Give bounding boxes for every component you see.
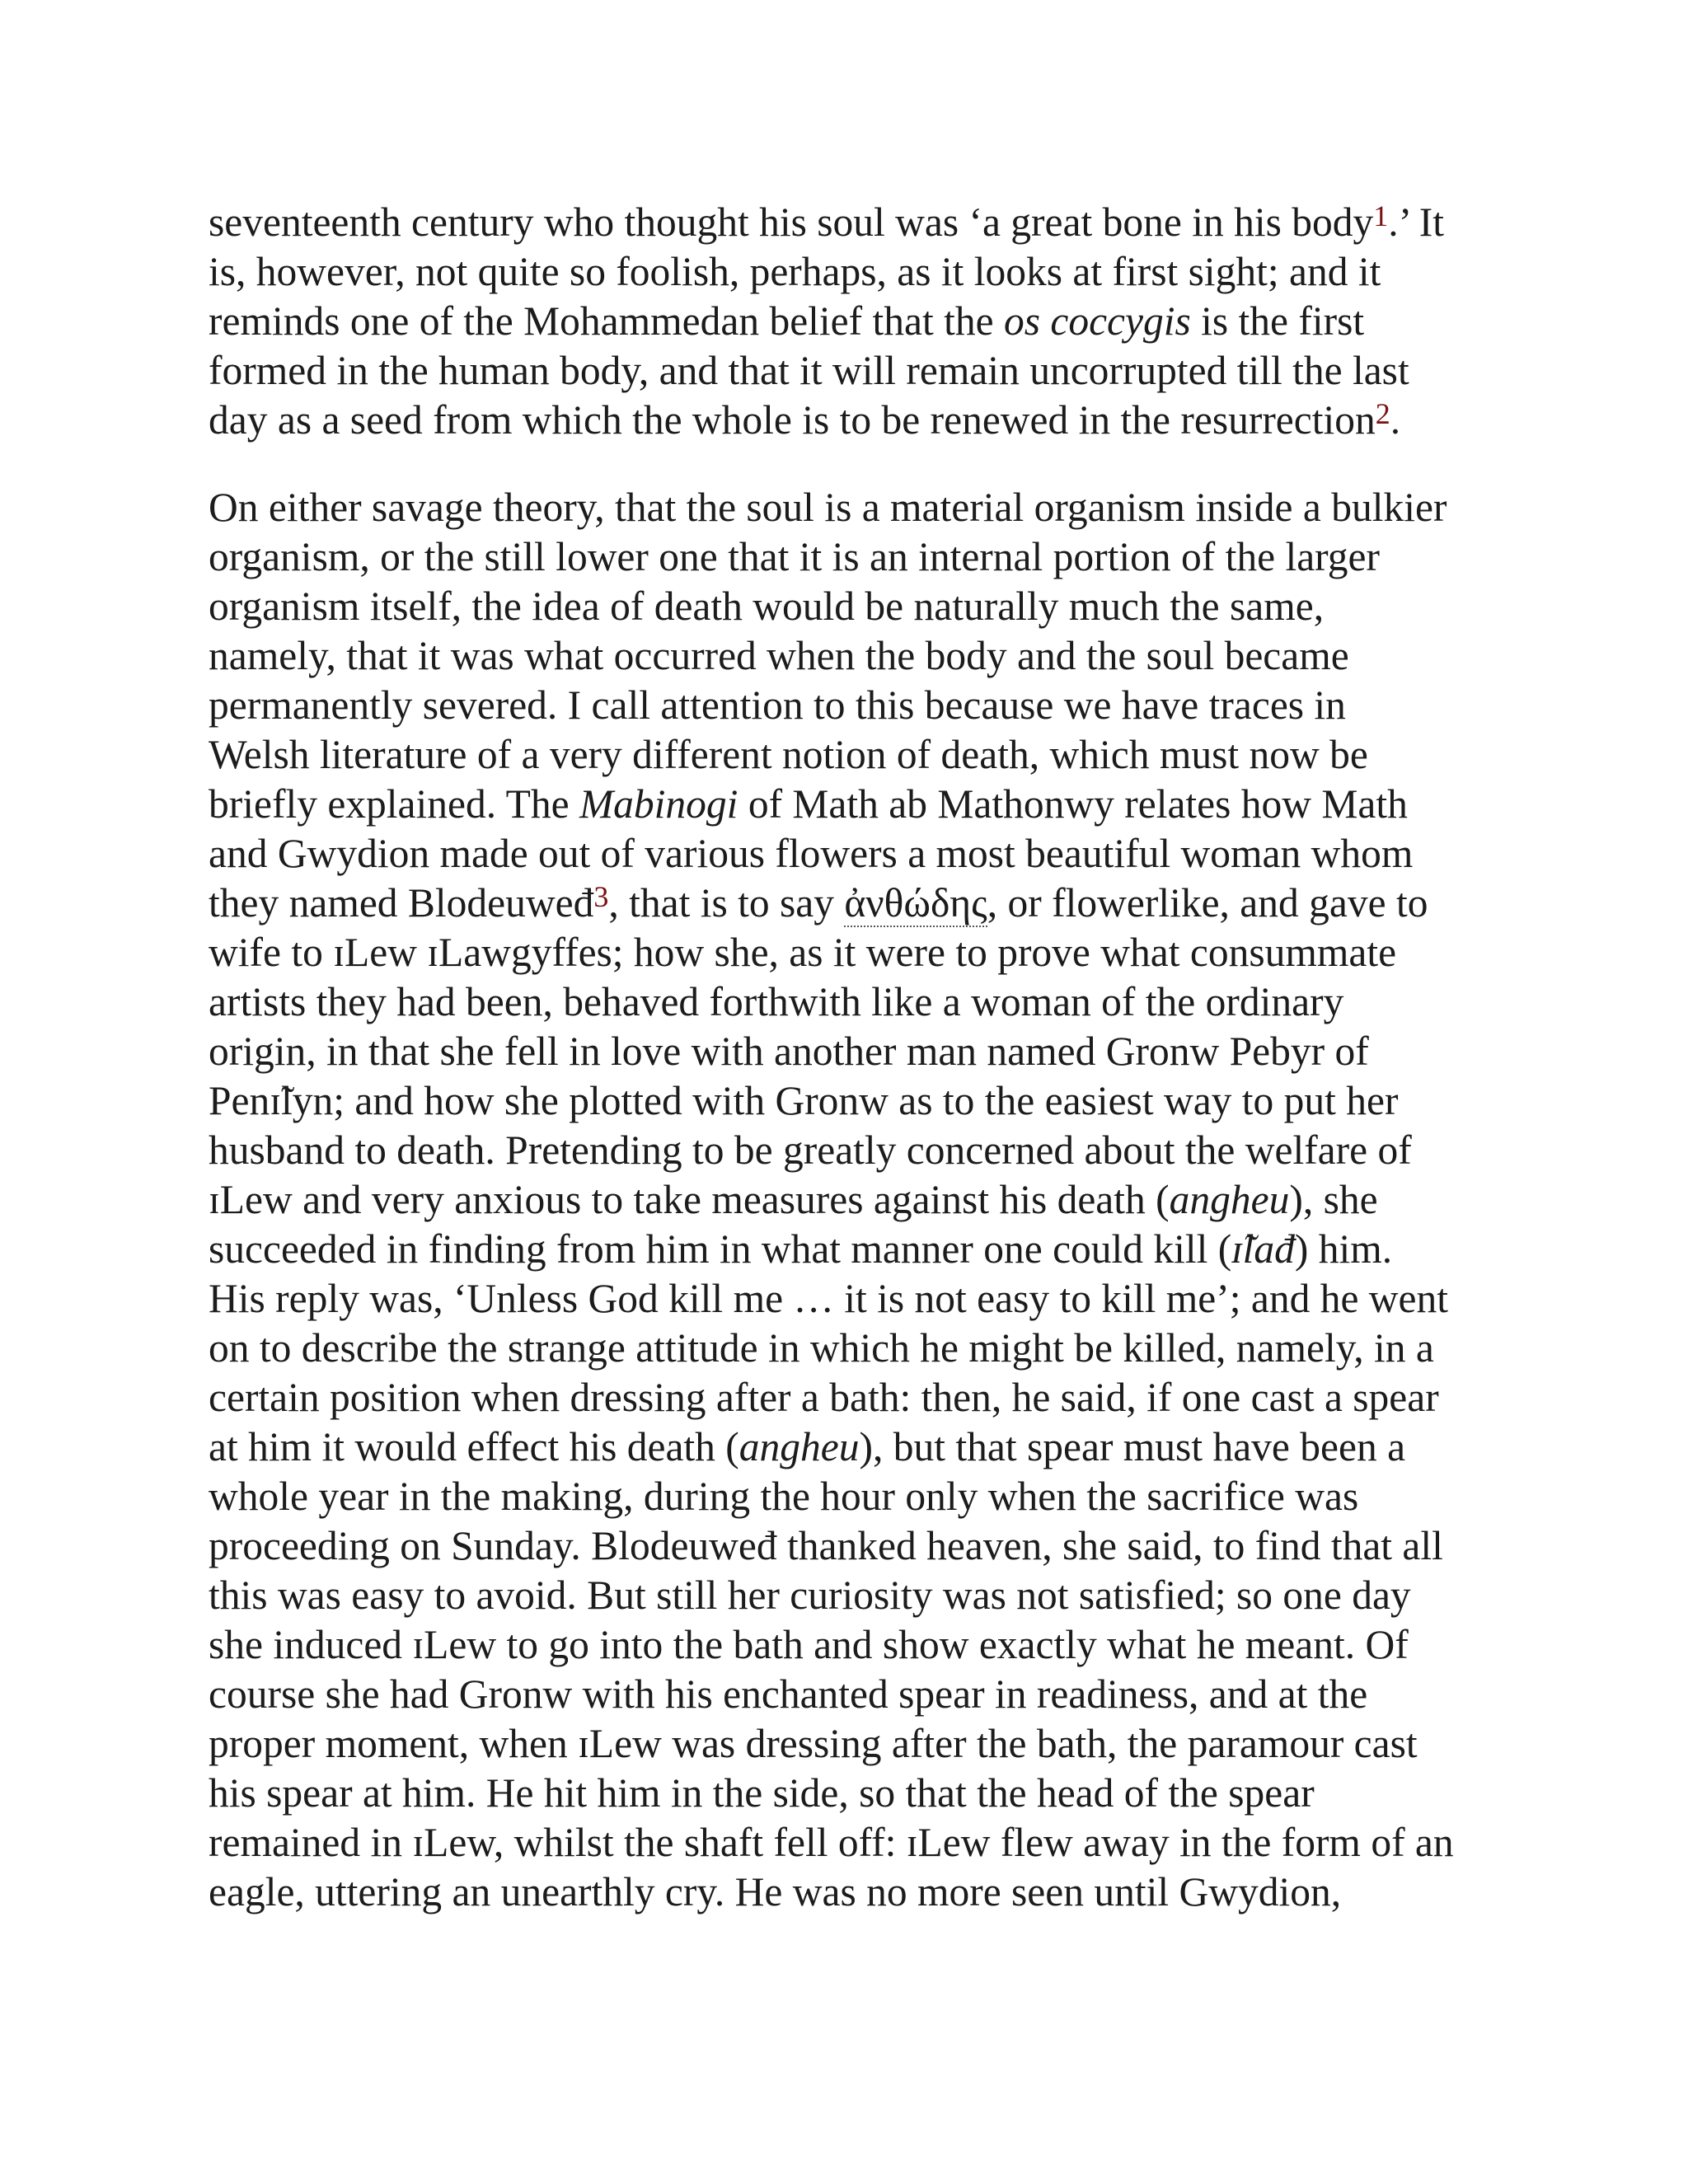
footnote-ref-2[interactable]: 2 — [1375, 397, 1390, 430]
text-line: she induced ɪLew to go into the bath and show exactly what he meant. Of — [209, 1622, 1409, 1667]
italic-term: ɪ̃lađ — [1231, 1226, 1295, 1272]
text-line: On either savage theory, that the soul is a material organism inside a bulkier — [209, 485, 1447, 530]
text-line — [209, 879, 1494, 928]
italic-term: angheu — [1169, 1177, 1290, 1222]
paragraph-1 — [209, 198, 1494, 445]
italic-term: angheu — [738, 1424, 860, 1469]
text-run: at him it would effect his death ( — [209, 1424, 739, 1469]
text-run: reminds one of the Mohammedan belief that the — [209, 298, 1004, 344]
text-line: is, however, not quite so foolish, perhaps, as it looks at first sight; and it — [209, 249, 1381, 294]
text-line — [209, 1175, 1494, 1225]
text-run: ɪLew and very anxious to take measures against his death ( — [209, 1177, 1170, 1222]
text-line: husband to death. Pretending to be greatly concerned about the welfare of — [209, 1127, 1412, 1173]
text-run: day as a seed from which the whole is to be renewed in the resurrection — [209, 397, 1376, 443]
text-line — [209, 297, 1494, 346]
text-line: Welsh literature of a very different notion of death, which must now be — [209, 732, 1368, 777]
text-line — [209, 198, 1494, 247]
text-line: wife to ɪLew ɪLawgyffes; how she, as it were to prove what consummate — [209, 930, 1397, 975]
text-run: is the first — [1190, 298, 1365, 344]
text-run: .’ It — [1388, 199, 1445, 245]
text-line — [209, 1225, 1494, 1274]
text-run: , or flowerlike, and gave to — [987, 880, 1428, 926]
text-run: , that is to say — [608, 880, 845, 926]
text-run: they named Blodeuweđ — [209, 880, 594, 926]
text-line: and Gwydion made out of various flowers a most beautiful woman whom — [209, 831, 1414, 876]
text-line — [209, 780, 1494, 829]
text-line: organism itself, the idea of death would be naturally much the same, — [209, 583, 1325, 629]
footnote-ref-3[interactable]: 3 — [593, 880, 609, 913]
text-line: on to describe the strange attitude in which he might be killed, namely, in a — [209, 1325, 1434, 1371]
text-line: course she had Gronw with his enchanted spear in readiness, and at the — [209, 1671, 1368, 1717]
text-line — [209, 1422, 1494, 1472]
text-line: Penɪ̃lyn; and how she plotted with Gronw as to the easiest way to put her — [209, 1078, 1399, 1123]
text-line: eagle, uttering an unearthly cry. He was no more seen until Gwydion, — [209, 1869, 1342, 1915]
text-line: remained in ɪLew, whilst the shaft fell off: ɪLew flew away in the form of an — [209, 1820, 1454, 1865]
text-line: permanently severed. I call attention to this because we have traces in — [209, 682, 1346, 728]
text-line: his spear at him. He hit him in the side, so that the head of the spear — [209, 1770, 1315, 1816]
page-body — [209, 198, 1494, 1917]
text-line: organism, or the still lower one that it is an internal portion of the larger — [209, 534, 1380, 579]
text-line: artists they had been, behaved forthwith like a woman of the ordinary — [209, 979, 1344, 1024]
text-run: briefly explained. The — [209, 781, 579, 827]
text-run: of Math ab Mathonwy relates how Math — [738, 781, 1408, 827]
text-line: proceeding on Sunday. Blodeuweđ thanked heaven, she said, to find that all — [209, 1523, 1443, 1568]
text-run: . — [1390, 397, 1401, 443]
text-line: formed in the human body, and that it will remain uncorrupted till the last — [209, 348, 1409, 393]
text-line: His reply was, ‘Unless God kill me … it is not easy to kill me’; and he went — [209, 1276, 1449, 1321]
footnote-ref-1[interactable]: 1 — [1373, 199, 1389, 232]
italic-term: os coccygis — [1003, 298, 1191, 344]
text-run: ) him. — [1294, 1226, 1393, 1272]
text-line: proper moment, when ɪLew was dressing after the bath, the paramour cast — [209, 1721, 1418, 1766]
text-line — [209, 396, 1494, 445]
text-line: whole year in the making, during the hour only when the sacrifice was — [209, 1474, 1359, 1519]
text-line: origin, in that she fell in love with another man named Gronw Pebyr of — [209, 1029, 1369, 1074]
text-line: this was easy to avoid. But still her curiosity was not satisfied; so one day — [209, 1572, 1411, 1618]
greek-term-tooltip[interactable]: ἀνθώδης — [844, 880, 987, 926]
paragraph-2 — [209, 483, 1494, 1917]
text-line: certain position when dressing after a bath: then, he said, if one cast a spear — [209, 1375, 1439, 1420]
text-run: seventeenth century who thought his soul was ‘a great bone in his body — [209, 199, 1374, 245]
italic-term: Mabinogi — [579, 781, 738, 827]
text-run: ), she — [1289, 1177, 1378, 1222]
text-line: namely, that it was what occurred when the body and the soul became — [209, 633, 1349, 678]
text-run: ), but that spear must have been a — [859, 1424, 1406, 1469]
text-run: succeeded in finding from him in what manner one could kill ( — [209, 1226, 1232, 1272]
